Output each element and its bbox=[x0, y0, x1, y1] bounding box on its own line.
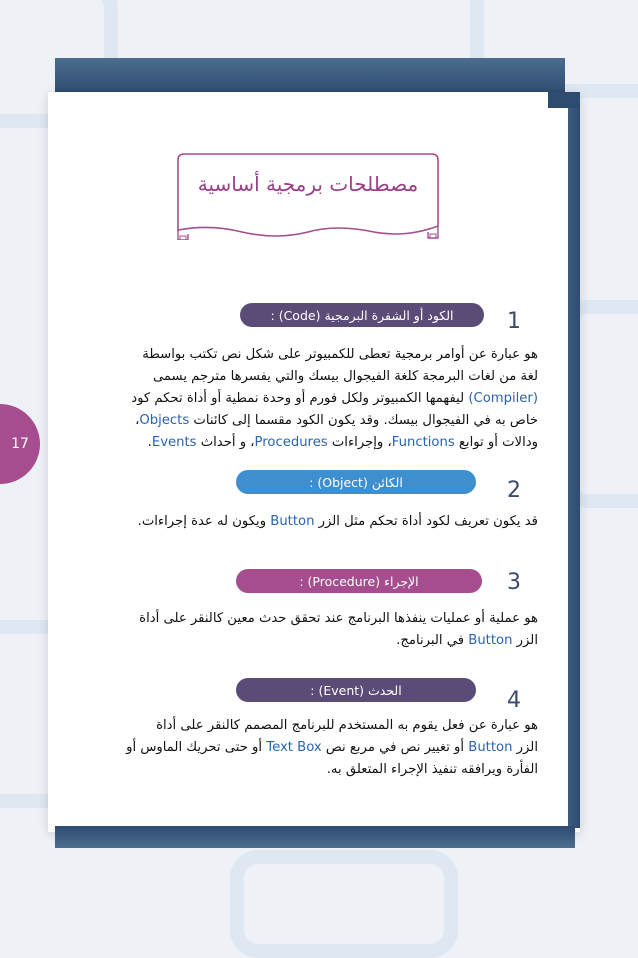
definition-line bbox=[82, 410, 538, 432]
definition-text: هو عبارة عن أوامر برمجية تعطى للكمبيوتر على شكل نص تكتب بواسطة bbox=[142, 347, 538, 362]
definition-text: أو تغيير نص في مربع نص bbox=[321, 740, 469, 755]
definition-line bbox=[82, 737, 538, 759]
definition-line bbox=[82, 759, 538, 781]
term-number: 3 bbox=[507, 570, 521, 595]
definition-line bbox=[82, 388, 538, 410]
definition-text: هو عملية أو عمليات ينفذها البرنامج عند تحقق حدث معين كالنقر على أداة bbox=[139, 611, 538, 626]
definition-line bbox=[82, 344, 538, 366]
term-label-event bbox=[236, 678, 476, 702]
term-label-code bbox=[240, 303, 484, 327]
keyword-text: Functions bbox=[391, 435, 455, 450]
definition-text: في البرنامج. bbox=[396, 633, 469, 648]
term-label-text: الإجراء (Procedure) : bbox=[299, 573, 419, 589]
definition-text: ودالات أو توابع bbox=[454, 435, 538, 450]
term-definition bbox=[82, 511, 538, 533]
definition-text: ليفهمها الكمبيوتر ولكل فورم أو وحدة نمطية أو أداة تحكم كود bbox=[131, 391, 469, 406]
page-number-tab bbox=[0, 404, 40, 484]
frame-corner bbox=[548, 92, 580, 108]
definition-text: لغة من لغات البرمجة كلغة الفيجوال بيسك والتي يفسرها مترجم يسمى bbox=[152, 369, 538, 384]
keyword-text: Button bbox=[468, 740, 513, 755]
definition-text: ويكون له عدة إجراءات. bbox=[137, 514, 271, 529]
definition-text: أو حتى تحريك الماوس أو bbox=[126, 740, 267, 755]
definition-text: الزر bbox=[512, 740, 538, 755]
term-label-procedure bbox=[236, 569, 482, 593]
definition-text: ، وإجراءات bbox=[327, 435, 392, 450]
page-number: 17 bbox=[11, 436, 29, 452]
page-title: مصطلحات برمجية أساسية bbox=[197, 172, 419, 196]
bottom-frame-bar bbox=[55, 826, 575, 848]
term-number: 4 bbox=[507, 688, 521, 713]
term-definition bbox=[82, 344, 538, 454]
definition-line bbox=[82, 608, 538, 630]
term-label-text: الكود أو الشفرة البرمجية (Code) : bbox=[270, 307, 454, 323]
term-label-text: الكائن (Object) : bbox=[309, 474, 403, 490]
keyword-text: Button bbox=[468, 633, 513, 648]
definition-text: خاص به في الفيجوال بيسك. وقد يكون الكود مقسما إلى كائنات bbox=[189, 413, 538, 428]
definition-text: قد يكون تعريف لكود أداة تحكم مثل الزر bbox=[314, 514, 538, 529]
definition-line bbox=[82, 432, 538, 454]
definition-line bbox=[82, 366, 538, 388]
definition-text: الفأرة ويرافقه تنفيذ الإجراء المتعلق به. bbox=[326, 762, 538, 777]
keyword-text: Objects bbox=[139, 413, 190, 428]
keyword-text: Events bbox=[151, 435, 197, 450]
background-shape bbox=[230, 850, 458, 958]
scroll-frame-icon bbox=[176, 152, 440, 240]
definition-text: ، و أحداث bbox=[196, 435, 255, 450]
definition-line bbox=[82, 630, 538, 652]
keyword-text: Button bbox=[270, 514, 315, 529]
keyword-text: Text Box bbox=[266, 740, 322, 755]
term-definition bbox=[82, 608, 538, 652]
definition-line bbox=[82, 511, 538, 533]
term-number: 2 bbox=[507, 478, 521, 503]
top-frame-bar bbox=[55, 58, 565, 94]
definition-text: ، bbox=[135, 413, 140, 428]
term-label-object bbox=[236, 470, 476, 494]
keyword-text: (Compiler) bbox=[468, 391, 538, 406]
definition-line bbox=[82, 715, 538, 737]
definition-text: هو عبارة عن فعل يقوم به المستخدم للبرنامج المصمم كالنقر على أداة bbox=[156, 718, 538, 733]
definition-text: الزر bbox=[512, 633, 538, 648]
right-frame-edge bbox=[568, 108, 580, 828]
term-definition bbox=[82, 715, 538, 781]
keyword-text: Procedures bbox=[254, 435, 328, 450]
term-label-text: الحدث (Event) : bbox=[310, 682, 402, 698]
definition-text: . bbox=[147, 435, 152, 450]
term-number: 1 bbox=[507, 309, 521, 334]
title-banner bbox=[176, 152, 440, 240]
